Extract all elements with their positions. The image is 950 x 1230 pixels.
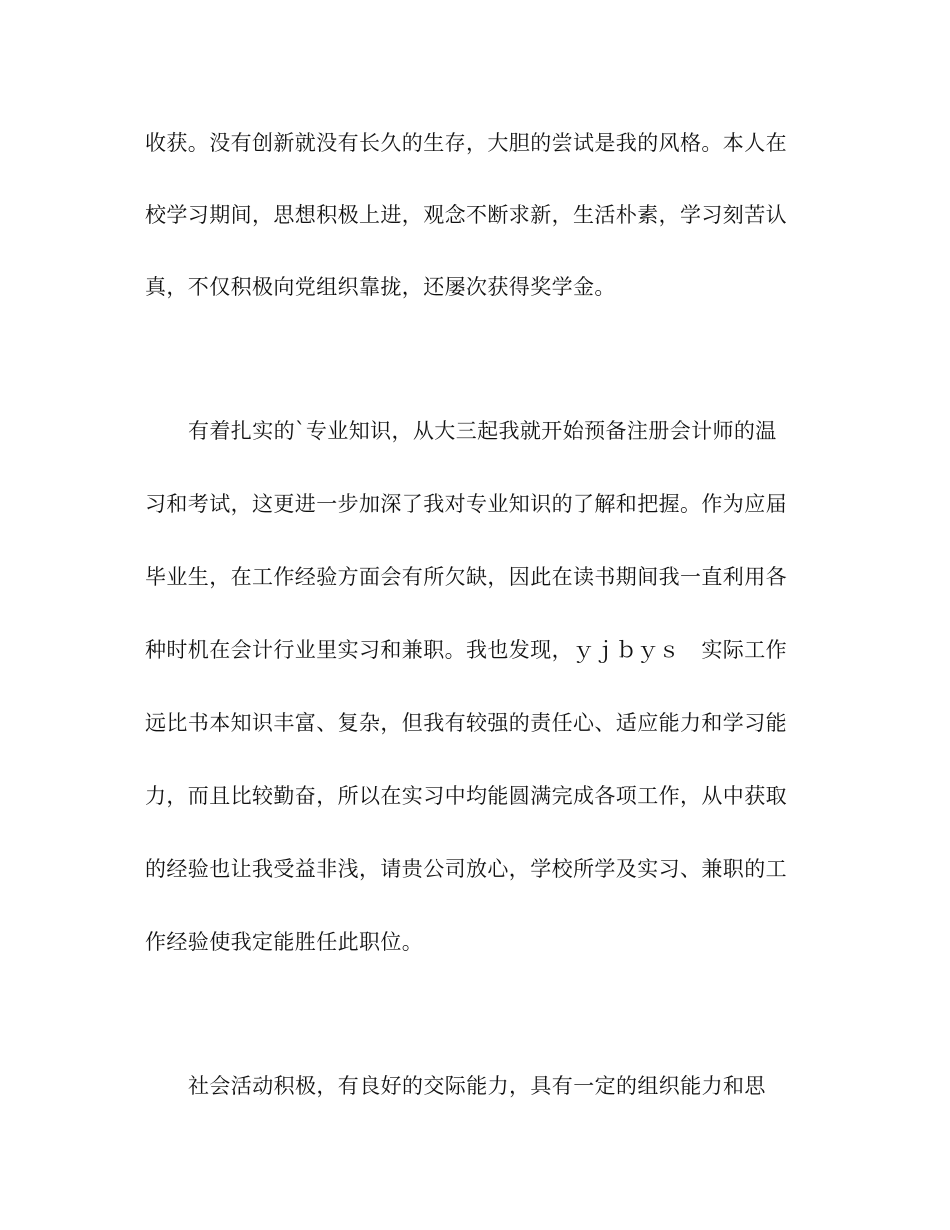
paragraph-2-line-2: 习和考试，这更进一步加深了我对专业知识的了解和把握。作为应届 xyxy=(145,492,787,516)
paragraph-2-line-6: 力，而且比较勤奋，所以在实习中均能圆满完成各项工作，从中获取 xyxy=(145,784,787,808)
paragraph-2-line-7: 的经验也让我受益非浅，请贵公司放心，学校所学及实习、兼职的工 xyxy=(145,857,787,881)
paragraph-2-line-3: 毕业生，在工作经验方面会有所欠缺，因此在读书期间我一直利用各 xyxy=(145,565,787,589)
paragraph-1-line-1: 收获。没有创新就没有长久的生存，大胆的尝试是我的风格。本人在 xyxy=(145,131,787,155)
paragraph-2-line-1: 有着扎实的`专业知识，从大三起我就开始预备注册会计师的温 xyxy=(188,419,777,443)
paragraph-2-line-5: 远比书本知识丰富、复杂，但我有较强的责任心、适应能力和学习能 xyxy=(145,711,787,735)
paragraph-2-line-4: 种时机在会计行业里实习和兼职。我也发现，ｙｊｂｙｓ 实际工作 xyxy=(145,638,787,662)
paragraph-1-line-3: 真，不仅积极向党组织靠拢，还屡次获得奖学金。 xyxy=(145,275,616,299)
paragraph-2-line-8: 作经验使我定能胜任此职位。 xyxy=(145,930,424,954)
paragraph-1-line-2: 校学习期间，思想积极上进，观念不断求新，生活朴素，学习刻苦认 xyxy=(145,203,787,227)
paragraph-3-line-1: 社会活动积极，有良好的交际能力，具有一定的组织能力和思 xyxy=(188,1074,766,1098)
